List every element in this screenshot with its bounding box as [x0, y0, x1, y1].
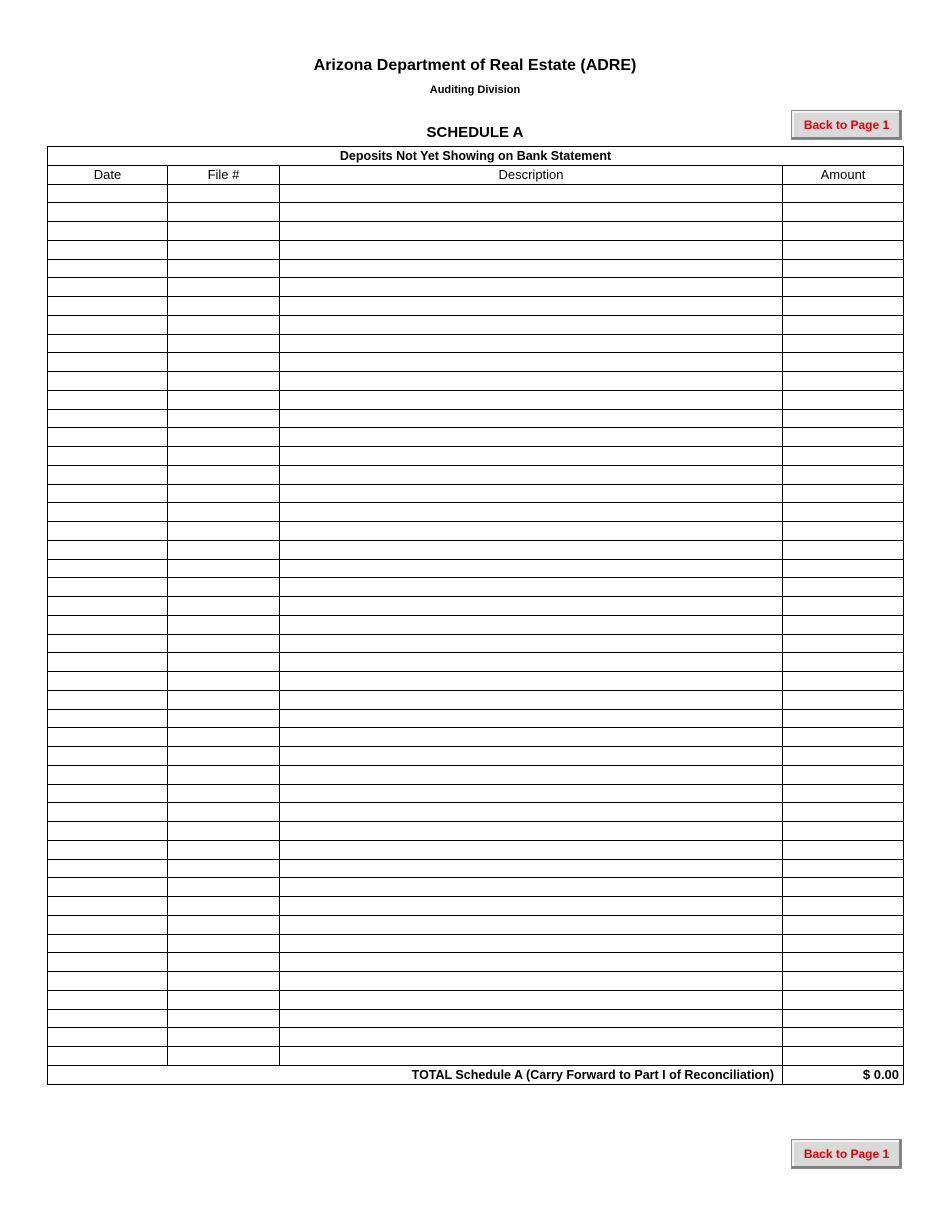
file-number-cell[interactable] [168, 972, 280, 991]
description-cell[interactable] [280, 747, 783, 766]
description-cell[interactable] [280, 409, 783, 428]
date-cell[interactable] [48, 353, 168, 372]
date-cell[interactable] [48, 259, 168, 278]
file-number-cell[interactable] [168, 878, 280, 897]
description-cell[interactable] [280, 803, 783, 822]
division-subtitle: Auditing Division [429, 84, 521, 96]
table-row [48, 634, 904, 653]
total-label: TOTAL Schedule A (Carry Forward to Part I of Reconciliation) [48, 1065, 783, 1084]
date-cell[interactable] [48, 465, 168, 484]
description-cell[interactable] [280, 934, 783, 953]
table-row [48, 765, 904, 784]
amount-cell[interactable] [783, 615, 904, 634]
date-cell[interactable] [48, 484, 168, 503]
date-cell[interactable] [48, 278, 168, 297]
amount-cell[interactable] [783, 334, 904, 353]
file-number-cell[interactable] [168, 222, 280, 241]
table-row [48, 447, 904, 466]
file-number-cell[interactable] [168, 390, 280, 409]
file-number-cell[interactable] [168, 803, 280, 822]
back-to-page-1-button-top[interactable]: Back to Page 1 [791, 110, 902, 140]
file-number-cell[interactable] [168, 559, 280, 578]
description-cell[interactable] [280, 859, 783, 878]
column-header-row [48, 165, 904, 184]
table-row [48, 409, 904, 428]
file-number-cell[interactable] [168, 672, 280, 691]
table-row [48, 184, 904, 203]
date-cell[interactable] [48, 953, 168, 972]
table-caption: Deposits Not Yet Showing on Bank Statement [48, 147, 904, 166]
table-row [48, 597, 904, 616]
file-number-cell[interactable] [168, 334, 280, 353]
description-cell[interactable] [280, 690, 783, 709]
amount-cell[interactable] [783, 428, 904, 447]
amount-cell[interactable] [783, 297, 904, 316]
date-cell[interactable] [48, 372, 168, 391]
table-row [48, 203, 904, 222]
file-number-cell[interactable] [168, 1047, 280, 1066]
amount-cell[interactable] [783, 709, 904, 728]
entry-rows [48, 184, 904, 1065]
date-cell[interactable] [48, 972, 168, 991]
file-number-cell[interactable] [168, 1028, 280, 1047]
description-cell[interactable] [280, 222, 783, 241]
description-cell[interactable] [280, 184, 783, 203]
table-row [48, 390, 904, 409]
amount-cell[interactable] [783, 390, 904, 409]
date-cell[interactable] [48, 784, 168, 803]
date-cell[interactable] [48, 878, 168, 897]
table-row [48, 334, 904, 353]
back-to-page-1-button-bottom[interactable]: Back to Page 1 [791, 1139, 902, 1169]
amount-cell[interactable] [783, 634, 904, 653]
description-cell[interactable] [280, 278, 783, 297]
amount-cell[interactable] [783, 578, 904, 597]
amount-cell[interactable] [783, 953, 904, 972]
file-number-cell[interactable] [168, 184, 280, 203]
file-number-cell[interactable] [168, 690, 280, 709]
date-cell[interactable] [48, 409, 168, 428]
date-cell[interactable] [48, 765, 168, 784]
file-number-cell[interactable] [168, 503, 280, 522]
date-cell[interactable] [48, 840, 168, 859]
file-number-cell[interactable] [168, 540, 280, 559]
description-cell[interactable] [280, 1009, 783, 1028]
description-cell[interactable] [280, 297, 783, 316]
description-cell[interactable] [280, 372, 783, 391]
date-cell[interactable] [48, 1009, 168, 1028]
date-cell[interactable] [48, 653, 168, 672]
amount-cell[interactable] [783, 522, 904, 541]
date-cell[interactable] [48, 315, 168, 334]
description-cell[interactable] [280, 315, 783, 334]
amount-cell[interactable] [783, 897, 904, 916]
table-row [48, 859, 904, 878]
amount-cell[interactable] [783, 1028, 904, 1047]
date-cell[interactable] [48, 203, 168, 222]
file-number-cell[interactable] [168, 859, 280, 878]
date-cell[interactable] [48, 240, 168, 259]
description-cell[interactable] [280, 390, 783, 409]
date-cell[interactable] [48, 915, 168, 934]
date-cell[interactable] [48, 297, 168, 316]
date-cell[interactable] [48, 672, 168, 691]
table-row [48, 728, 904, 747]
amount-cell[interactable] [783, 597, 904, 616]
table-row [48, 578, 904, 597]
table-row [48, 503, 904, 522]
description-cell[interactable] [280, 915, 783, 934]
file-number-cell[interactable] [168, 653, 280, 672]
date-cell[interactable] [48, 634, 168, 653]
amount-cell[interactable] [783, 1047, 904, 1066]
table-row [48, 953, 904, 972]
file-number-cell[interactable] [168, 934, 280, 953]
date-cell[interactable] [48, 597, 168, 616]
table-row [48, 615, 904, 634]
date-cell[interactable] [48, 390, 168, 409]
table-row [48, 1047, 904, 1066]
file-number-cell[interactable] [168, 522, 280, 541]
file-number-cell[interactable] [168, 259, 280, 278]
table-caption-row [48, 147, 904, 166]
amount-cell[interactable] [783, 1009, 904, 1028]
amount-cell[interactable] [783, 465, 904, 484]
description-cell[interactable] [280, 615, 783, 634]
amount-cell[interactable] [783, 972, 904, 991]
description-cell[interactable] [280, 728, 783, 747]
table-row [48, 465, 904, 484]
table-row [48, 240, 904, 259]
date-cell[interactable] [48, 747, 168, 766]
file-number-cell[interactable] [168, 709, 280, 728]
amount-cell[interactable] [783, 278, 904, 297]
table-row [48, 428, 904, 447]
date-cell[interactable] [48, 540, 168, 559]
amount-cell[interactable] [783, 222, 904, 241]
amount-cell[interactable] [783, 990, 904, 1009]
description-cell[interactable] [280, 709, 783, 728]
table-row [48, 484, 904, 503]
amount-cell[interactable] [783, 315, 904, 334]
date-cell[interactable] [48, 934, 168, 953]
file-number-cell[interactable] [168, 747, 280, 766]
amount-cell[interactable] [783, 822, 904, 841]
table-row [48, 372, 904, 391]
file-number-cell[interactable] [168, 765, 280, 784]
file-number-cell[interactable] [168, 1009, 280, 1028]
date-cell[interactable] [48, 1047, 168, 1066]
amount-cell[interactable] [783, 840, 904, 859]
description-cell[interactable] [280, 447, 783, 466]
description-cell[interactable] [280, 428, 783, 447]
file-number-cell[interactable] [168, 297, 280, 316]
amount-cell[interactable] [783, 203, 904, 222]
file-number-cell[interactable] [168, 447, 280, 466]
file-number-cell[interactable] [168, 578, 280, 597]
date-cell[interactable] [48, 728, 168, 747]
file-number-cell[interactable] [168, 240, 280, 259]
file-number-cell[interactable] [168, 278, 280, 297]
file-number-cell[interactable] [168, 784, 280, 803]
amount-cell[interactable] [783, 503, 904, 522]
table-row [48, 690, 904, 709]
date-cell[interactable] [48, 522, 168, 541]
date-cell[interactable] [48, 578, 168, 597]
description-cell[interactable] [280, 765, 783, 784]
description-cell[interactable] [280, 540, 783, 559]
table-row [48, 1009, 904, 1028]
file-number-cell[interactable] [168, 840, 280, 859]
column-header-description: Description [280, 165, 783, 184]
amount-cell[interactable] [783, 784, 904, 803]
description-cell[interactable] [280, 353, 783, 372]
total-row [48, 1065, 904, 1084]
date-cell[interactable] [48, 334, 168, 353]
column-header-date: Date [48, 165, 168, 184]
table-row [48, 653, 904, 672]
file-number-cell[interactable] [168, 728, 280, 747]
table-row [48, 672, 904, 691]
date-cell[interactable] [48, 428, 168, 447]
amount-cell[interactable] [783, 540, 904, 559]
description-cell[interactable] [280, 953, 783, 972]
date-cell[interactable] [48, 990, 168, 1009]
table-row [48, 709, 904, 728]
column-header-amount: Amount [783, 165, 904, 184]
file-number-cell[interactable] [168, 409, 280, 428]
amount-cell[interactable] [783, 765, 904, 784]
table-row [48, 897, 904, 916]
description-cell[interactable] [280, 1028, 783, 1047]
file-number-cell[interactable] [168, 353, 280, 372]
table-row [48, 297, 904, 316]
file-number-cell[interactable] [168, 953, 280, 972]
description-cell[interactable] [280, 597, 783, 616]
table-row [48, 915, 904, 934]
table-row [48, 559, 904, 578]
description-cell[interactable] [280, 653, 783, 672]
amount-cell[interactable] [783, 409, 904, 428]
date-cell[interactable] [48, 859, 168, 878]
date-cell[interactable] [48, 615, 168, 634]
file-number-cell[interactable] [168, 428, 280, 447]
table-row [48, 540, 904, 559]
description-cell[interactable] [280, 840, 783, 859]
date-cell[interactable] [48, 222, 168, 241]
amount-cell[interactable] [783, 915, 904, 934]
amount-cell[interactable] [783, 559, 904, 578]
file-number-cell[interactable] [168, 315, 280, 334]
table-row [48, 1028, 904, 1047]
amount-cell[interactable] [783, 728, 904, 747]
description-cell[interactable] [280, 878, 783, 897]
description-cell[interactable] [280, 465, 783, 484]
date-cell[interactable] [48, 503, 168, 522]
file-number-cell[interactable] [168, 372, 280, 391]
amount-cell[interactable] [783, 859, 904, 878]
amount-cell[interactable] [783, 184, 904, 203]
description-cell[interactable] [280, 672, 783, 691]
description-cell[interactable] [280, 972, 783, 991]
date-cell[interactable] [48, 1028, 168, 1047]
table-row [48, 840, 904, 859]
table-row [48, 803, 904, 822]
amount-cell[interactable] [783, 653, 904, 672]
date-cell[interactable] [48, 897, 168, 916]
file-number-cell[interactable] [168, 203, 280, 222]
amount-cell[interactable] [783, 878, 904, 897]
date-cell[interactable] [48, 803, 168, 822]
file-number-cell[interactable] [168, 484, 280, 503]
schedule-title: SCHEDULE A [426, 124, 524, 141]
agency-title: Arizona Department of Real Estate (ADRE) [313, 57, 637, 74]
file-number-cell[interactable] [168, 897, 280, 916]
table-row [48, 522, 904, 541]
description-cell[interactable] [280, 503, 783, 522]
description-cell[interactable] [280, 822, 783, 841]
table-row [48, 353, 904, 372]
file-number-cell[interactable] [168, 597, 280, 616]
file-number-cell[interactable] [168, 634, 280, 653]
file-number-cell[interactable] [168, 615, 280, 634]
total-amount: $ 0.00 [783, 1065, 904, 1084]
table-row [48, 315, 904, 334]
file-number-cell[interactable] [168, 915, 280, 934]
amount-cell[interactable] [783, 372, 904, 391]
table-row [48, 990, 904, 1009]
date-cell[interactable] [48, 690, 168, 709]
file-number-cell[interactable] [168, 822, 280, 841]
description-cell[interactable] [280, 522, 783, 541]
table-row [48, 878, 904, 897]
description-cell[interactable] [280, 484, 783, 503]
amount-cell[interactable] [783, 240, 904, 259]
table-row [48, 972, 904, 991]
description-cell[interactable] [280, 1047, 783, 1066]
date-cell[interactable] [48, 822, 168, 841]
description-cell[interactable] [280, 559, 783, 578]
amount-cell[interactable] [783, 747, 904, 766]
file-number-cell[interactable] [168, 465, 280, 484]
amount-cell[interactable] [783, 484, 904, 503]
deposits-table [47, 146, 904, 1085]
date-cell[interactable] [48, 559, 168, 578]
file-number-cell[interactable] [168, 990, 280, 1009]
column-header-file-number: File # [168, 165, 280, 184]
description-cell[interactable] [280, 634, 783, 653]
date-cell[interactable] [48, 184, 168, 203]
description-cell[interactable] [280, 259, 783, 278]
description-cell[interactable] [280, 203, 783, 222]
table-row [48, 934, 904, 953]
amount-cell[interactable] [783, 690, 904, 709]
description-cell[interactable] [280, 334, 783, 353]
table-row [48, 278, 904, 297]
date-cell[interactable] [48, 709, 168, 728]
amount-cell[interactable] [783, 353, 904, 372]
amount-cell[interactable] [783, 803, 904, 822]
table-row [48, 222, 904, 241]
table-row [48, 822, 904, 841]
amount-cell[interactable] [783, 447, 904, 466]
table-row [48, 784, 904, 803]
table-row [48, 747, 904, 766]
amount-cell[interactable] [783, 672, 904, 691]
description-cell[interactable] [280, 578, 783, 597]
table-row [48, 259, 904, 278]
date-cell[interactable] [48, 447, 168, 466]
description-cell[interactable] [280, 240, 783, 259]
description-cell[interactable] [280, 897, 783, 916]
amount-cell[interactable] [783, 259, 904, 278]
amount-cell[interactable] [783, 934, 904, 953]
description-cell[interactable] [280, 990, 783, 1009]
description-cell[interactable] [280, 784, 783, 803]
